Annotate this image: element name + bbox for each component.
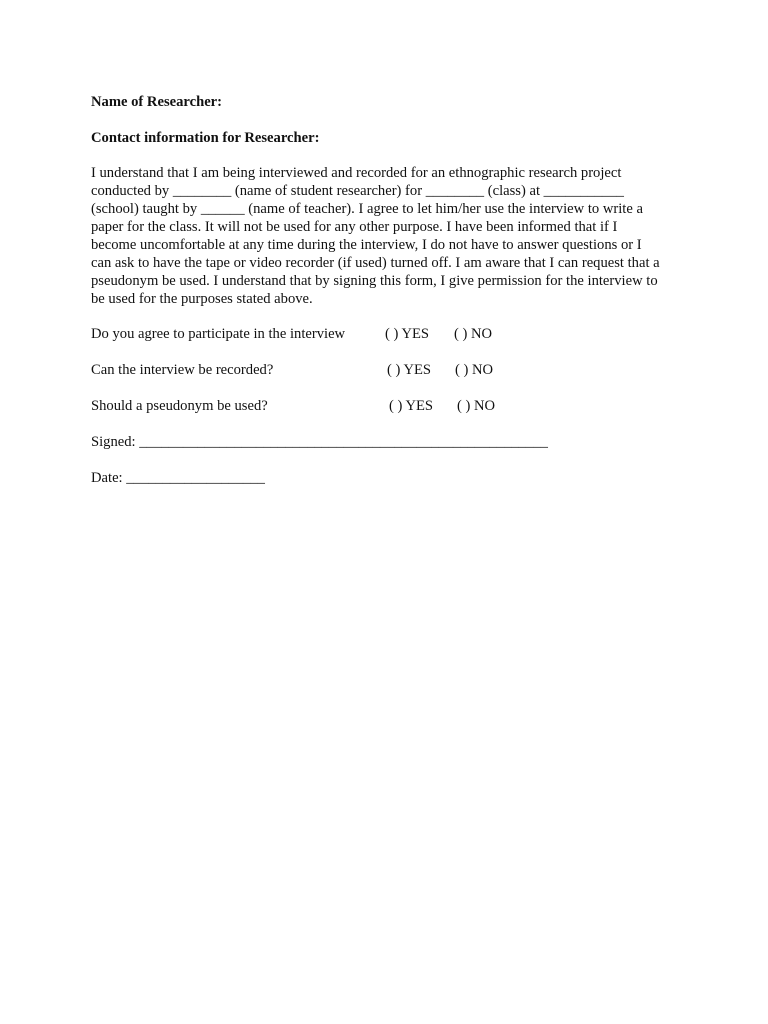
- pseudonym-no-option[interactable]: ( ) NO: [457, 398, 496, 414]
- consent-line: (school) taught by ______ (name of teacher). I agree to let him/her use the interview to write a: [91, 201, 643, 217]
- consent-line: can ask to have the tape or video recorder (if used) turned off. I am aware that I can request that a: [91, 255, 660, 271]
- researcher-contact-label: Contact information for Researcher:: [91, 130, 320, 146]
- question-recorded: [91, 361, 691, 379]
- question-text: Can the interview be recorded?: [91, 362, 274, 378]
- question-pseudonym: [91, 397, 691, 415]
- signature-line[interactable]: Signed: ________________________________________________________: [91, 434, 548, 450]
- date-line[interactable]: Date: ___________________: [91, 470, 265, 486]
- question-text: Should a pseudonym be used?: [91, 398, 268, 414]
- consent-line: become uncomfortable at any time during the interview, I do not have to answer questions or I: [91, 237, 642, 253]
- pseudonym-yes-option[interactable]: ( ) YES: [389, 398, 434, 414]
- consent-line: conducted by ________ (name of student researcher) for ________ (class) at ___________: [91, 183, 624, 199]
- consent-line: paper for the class. It will not be used for any other purpose. I have been informed that if I: [91, 219, 618, 235]
- question-participate: [91, 325, 691, 343]
- consent-line: pseudonym be used. I understand that by signing this form, I give permission for the interview to: [91, 273, 658, 289]
- participate-no-option[interactable]: ( ) NO: [454, 326, 493, 342]
- consent-line: I understand that I am being interviewed and recorded for an ethnographic research project: [91, 165, 622, 181]
- researcher-name-label: Name of Researcher:: [91, 94, 223, 110]
- consent-line: be used for the purposes stated above.: [91, 291, 313, 307]
- participate-yes-option[interactable]: ( ) YES: [385, 326, 430, 342]
- consent-statement: [91, 164, 681, 308]
- recorded-yes-option[interactable]: ( ) YES: [387, 362, 432, 378]
- question-text: Do you agree to participate in the interview: [91, 326, 346, 342]
- consent-form-page: [91, 0, 691, 1024]
- recorded-no-option[interactable]: ( ) NO: [455, 362, 494, 378]
